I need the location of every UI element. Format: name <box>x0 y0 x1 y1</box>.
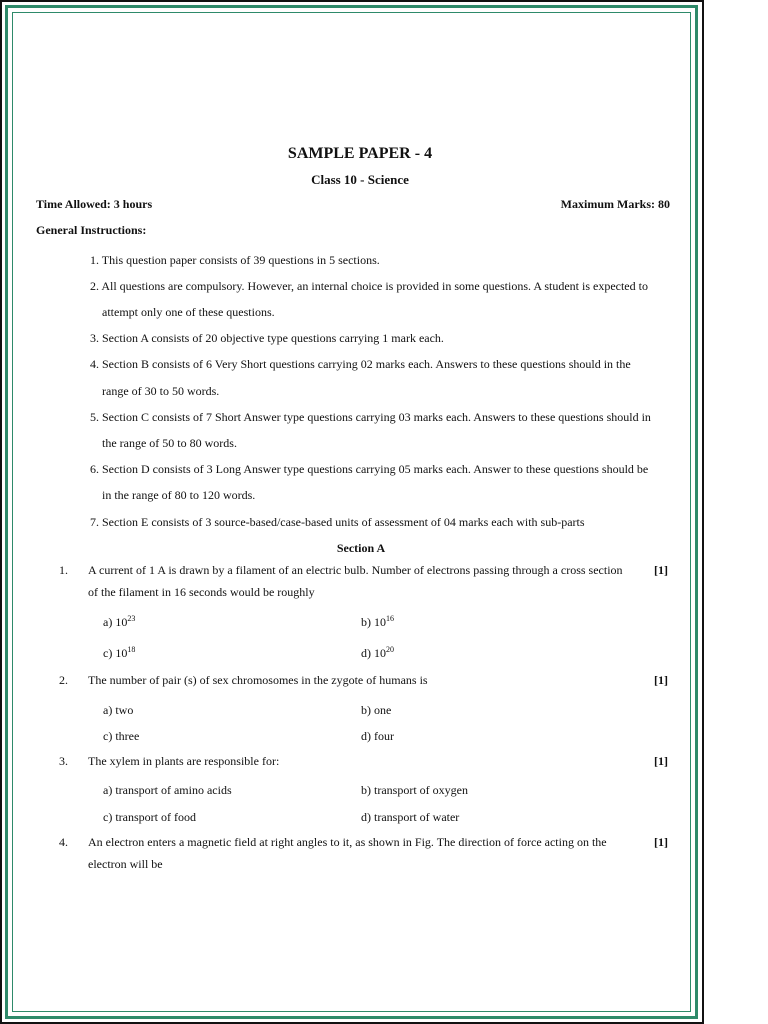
option-a: a) two <box>103 703 134 717</box>
instruction-4: 4. Section B consists of 6 Very Short questions carrying 02 marks each. Answers to these questions should in the <box>90 357 631 371</box>
option-b: b) transport of oxygen <box>361 783 468 797</box>
question-2-text: The number of pair (s) of sex chromosomes in the zygote of humans is <box>88 673 428 687</box>
option-d: d) transport of water <box>361 810 460 824</box>
instruction-6: 6. Section D consists of 3 Long Answer type questions carrying 05 marks each. Answer to these questions should be <box>90 462 649 476</box>
instruction-7: 7. Section E consists of 3 source-based/case-based units of assessment of 04 marks each with sub-parts <box>90 515 585 529</box>
option-c <box>103 645 135 661</box>
instruction-4-cont: range of 30 to 50 words. <box>102 384 220 398</box>
question-number: 4. <box>59 835 68 849</box>
question-1-marks: [1] <box>654 563 668 577</box>
time-allowed: Time Allowed: 3 hours <box>36 197 153 211</box>
option-label: c) <box>103 646 113 660</box>
question-1-text-cont: of the filament in 16 seconds would be roughly <box>88 585 315 599</box>
question-number: 3. <box>59 754 68 768</box>
instruction-1: 1. This question paper consists of 39 questions in 5 sections. <box>90 253 380 267</box>
question-3-marks: [1] <box>654 754 668 768</box>
question-2-marks: [1] <box>654 673 668 687</box>
question-4-marks: [1] <box>654 835 668 849</box>
option-b: b) one <box>361 703 392 717</box>
question-3-text: The xylem in plants are responsible for: <box>88 754 280 768</box>
question-number: 1. <box>59 563 68 577</box>
option-label: d) <box>361 646 371 660</box>
question-number: 2. <box>59 673 68 687</box>
section-a-heading: Section A <box>336 541 386 555</box>
option-value: $10^{23}$ <box>115 614 136 629</box>
option-value: $10^{18}$ <box>115 645 136 660</box>
paper-title: SAMPLE PAPER - 4 <box>287 145 433 162</box>
option-label: a) <box>103 615 113 629</box>
instruction-5: 5. Section C consists of 7 Short Answer type questions carrying 03 marks each. Answers to these questions should in <box>90 410 651 424</box>
option-value: $10^{16}$ <box>374 614 394 629</box>
option-d <box>361 645 394 661</box>
paper-subtitle: Class 10 - Science <box>311 172 409 187</box>
general-instructions-heading: General Instructions: <box>36 223 147 237</box>
option-d: d) four <box>361 729 394 743</box>
instruction-2: 2. All questions are compulsory. However, an internal choice is provided in some questions. A student is expected to <box>90 279 648 293</box>
option-a <box>103 614 135 630</box>
instruction-5-cont: the range of 50 to 80 words. <box>102 436 237 450</box>
option-c: c) three <box>103 729 140 743</box>
instruction-6-cont: in the range of 80 to 120 words. <box>102 488 256 502</box>
option-c: c) transport of food <box>103 810 196 824</box>
option-label: b) <box>361 615 371 629</box>
question-4-text-cont: electron will be <box>88 857 163 871</box>
max-marks: Maximum Marks: 80 <box>560 197 670 211</box>
option-a: a) transport of amino acids <box>103 783 232 797</box>
instruction-3: 3. Section A consists of 20 objective type questions carrying 1 mark each. <box>90 331 444 345</box>
instruction-2-cont: attempt only one of these questions. <box>102 305 275 319</box>
option-b <box>361 614 394 630</box>
question-4-text: An electron enters a magnetic field at right angles to it, as shown in Fig. The direction of force acting on the <box>88 835 607 849</box>
question-1-text: A current of 1 A is drawn by a filament of an electric bulb. Number of electrons passing through a cross section <box>88 563 623 577</box>
option-value: $10^{20}$ <box>374 645 394 660</box>
